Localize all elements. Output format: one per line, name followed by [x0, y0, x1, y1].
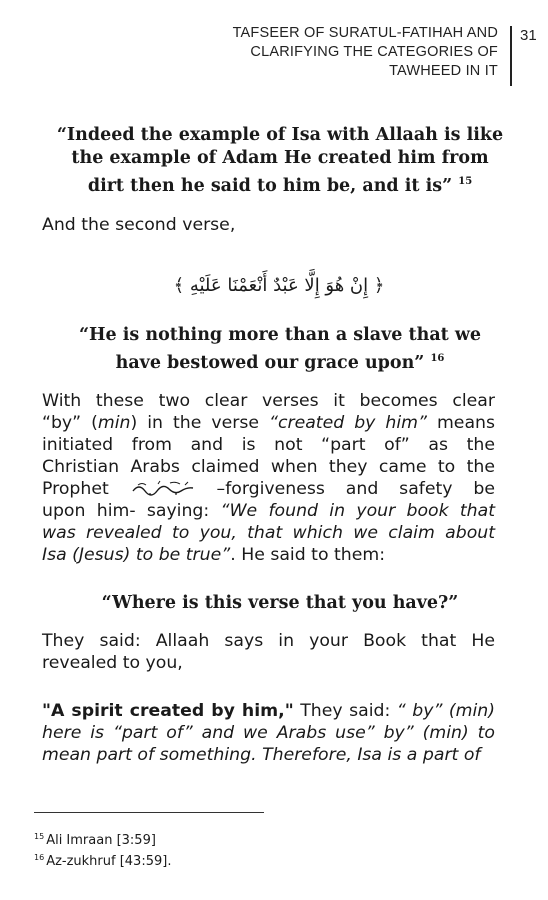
para4-bold: "A spirit created by him," — [42, 701, 294, 721]
running-header — [178, 24, 498, 81]
footnote-number: 15 — [34, 832, 45, 841]
para2-line-4: Christian Arabs claimed when they came to the — [42, 457, 495, 477]
para2-italic: min — [97, 413, 131, 433]
footnote-text: Az-zukhruf [43:59]. — [46, 854, 172, 869]
quote-3: “Where is this verse that you have?” — [101, 593, 459, 613]
quote-2-line-1: “He is nothing more than a slave that we — [78, 325, 482, 345]
footnote-16 — [34, 849, 171, 870]
para2-line-3: initiated from and is not “part of” as the — [42, 435, 495, 455]
page-number: 31 — [520, 27, 537, 44]
para2-text: ) in the verse — [130, 413, 270, 433]
footnote-ref-16: 16 — [430, 353, 445, 364]
para2-italic: “We found in your book that — [220, 501, 495, 521]
quote-1-line-3: dirt then he said to him be, and it is” — [87, 176, 453, 196]
para2-line-8 — [42, 544, 495, 566]
paragraph-spirit — [42, 700, 495, 766]
para2-text: “by” ( — [42, 413, 98, 433]
header-divider — [510, 26, 512, 86]
para4-italic: “ by” (min) — [396, 701, 495, 721]
header-line-1: TAFSEER OF SURATUL-FATIHAH AND — [232, 25, 498, 41]
footnote-15 — [34, 828, 171, 849]
para2-line-5 — [42, 478, 495, 500]
para2-line-2 — [42, 412, 495, 434]
para2-italic: was revealed to you, that which we claim about — [42, 523, 495, 543]
quote-2-line-2: have bestowed our grace upon” — [115, 353, 425, 373]
footnote-divider — [34, 812, 264, 813]
arabic-verse-calligraphy — [170, 266, 388, 302]
para2-text: upon him- saying: — [42, 501, 221, 521]
para2-text: –forgiveness and safety be — [195, 479, 495, 499]
header-line-3: TAWHEED IN IT — [389, 63, 498, 79]
para2-line-7 — [42, 522, 495, 544]
paragraph-second-verse: And the second verse, — [42, 215, 236, 235]
footnote-number: 16 — [34, 853, 45, 862]
footnotes — [34, 828, 171, 870]
quote-1 — [50, 124, 510, 198]
arabic-verse-text: ﴿ إِنْ هُوَ إِلَّا عَبْدٌ أَنْعَمْنَا عَلَيْهِ ﴾ — [173, 275, 385, 296]
quote-1-line-3-wrap — [50, 170, 510, 198]
header-line-2: CLARIFYING THE CATEGORIES OF — [250, 44, 498, 60]
para2-italic: Isa (Jesus) to be true” — [42, 545, 231, 565]
footnote-ref-15: 15 — [458, 176, 473, 187]
quote-2-line-2-wrap — [60, 347, 500, 375]
paragraph-explanation — [42, 390, 495, 566]
quote-2 — [60, 324, 500, 375]
para4-line-1 — [42, 700, 495, 722]
para2-text: Prophet — [42, 479, 130, 499]
para4-line-2 — [42, 722, 495, 744]
quote-1-line-2: the example of Adam He created him from — [71, 148, 489, 168]
para4-text: They said: — [293, 701, 397, 721]
para2-text: . He said to them: — [230, 545, 386, 565]
para4-italic: here is “part of” and we Arabs use” by” (min) to — [42, 723, 495, 743]
quote-1-line-1: “Indeed the example of Isa with Allaah is like — [56, 125, 504, 145]
salawat-calligraphy-icon — [130, 479, 196, 497]
para2-text: means — [426, 413, 495, 433]
para4-line-3 — [42, 744, 495, 766]
para3-line-2: revealed to you, — [42, 653, 183, 673]
paragraph-they-said — [42, 630, 495, 674]
para2-italic: “created by him” — [269, 413, 427, 433]
para4-italic: mean part of something. Therefore, Isa is a part of — [42, 745, 481, 765]
para2-line-1: With these two clear verses it becomes clear — [42, 391, 495, 411]
para3-line-1: They said: Allaah says in your Book that He — [42, 631, 495, 651]
footnote-text: Ali Imraan [3:59] — [46, 833, 156, 848]
para2-line-6 — [42, 500, 495, 522]
